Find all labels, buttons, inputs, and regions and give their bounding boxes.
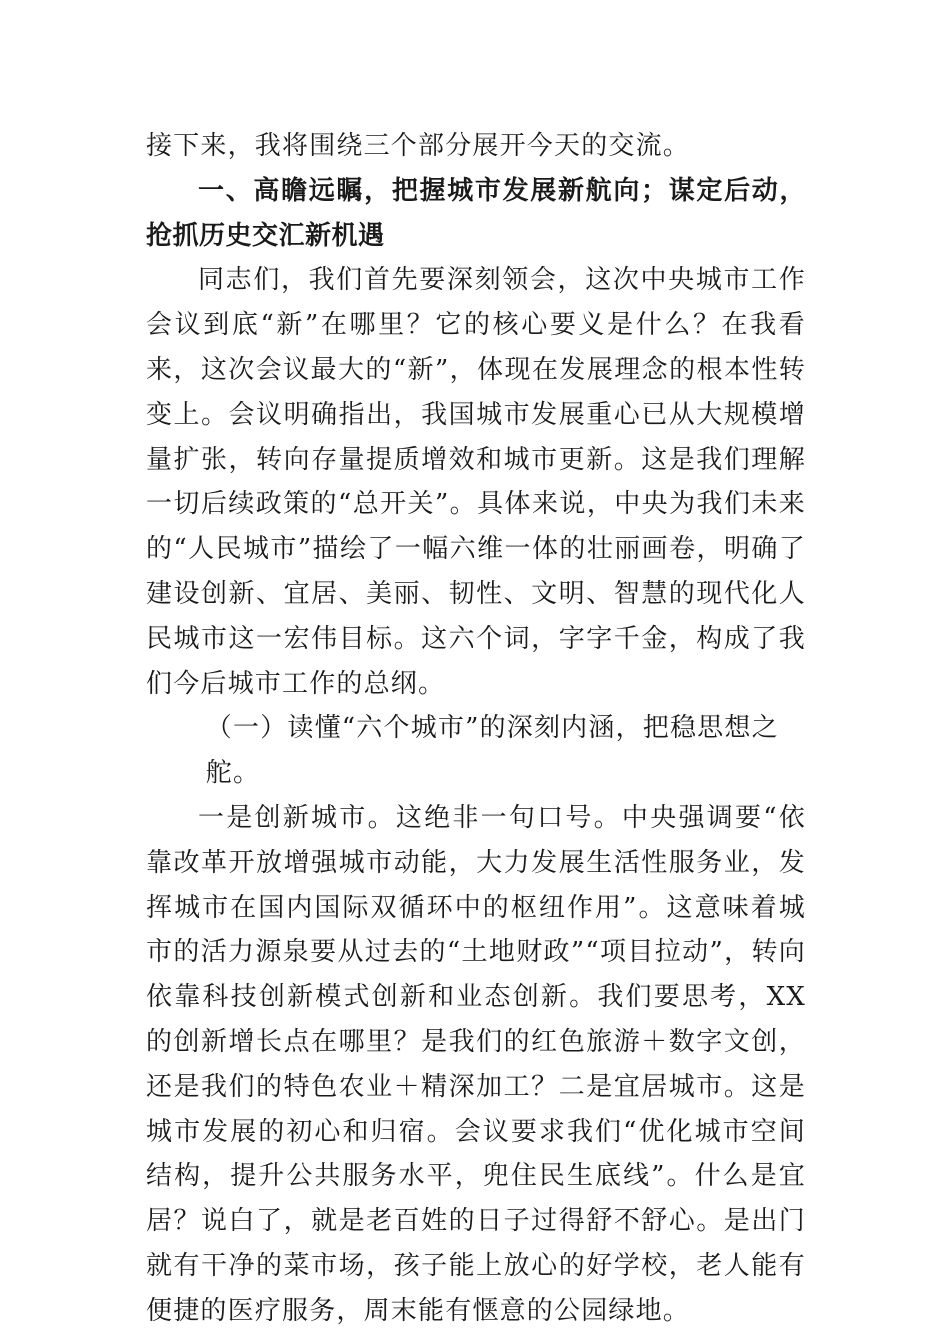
intro-paragraph: 接下来，我将围绕三个部分展开今天的交流。 [146,131,691,161]
document-page [146,124,806,1334]
body-paragraph: 同志们，我们首先要深刻领会，这次中央城市工作会议到底“新”在哪里？它的核心要义是什么？在我看来，这次会议最大的“新”，体现在发展理念的根本性转变上。会议明确指出，我国城市发展重心已从大规模增量扩张，转向存量提质增效和城市更新。这是我们理解一切后续政策的“总开关”。具体来说，中央为我们未来的“人民城市”描绘了一幅六维一体的壮丽画卷，明确了建设创新、宜居、美丽、韧性、文明、智慧的现代化人民城市这一宏伟目标。这六个词，字字千金，构成了我们今后城市工作的总纲。 [146,265,806,699]
sub-heading: （一）读懂“六个城市”的深刻内涵，把稳思想之舵。 [205,713,779,789]
body-paragraph: 一是创新城市。这绝非一句口号。中央强调要“依靠改革开放增强城市动能，大力发展生活性服务业，发挥城市在国内国际双循环中的枢纽作用”。这意味着城市的活力源泉要从过去的“土地财政”“项目拉动”，转向依靠科技创新模式创新和业态创新。我们要思考，XX的创新增长点在哪里？是我们的红色旅游＋数字文创，还是我们的特色农业＋精深加工？二是宜居城市。这是城市发展的初心和归宿。会议要求我们“优化城市空间结构，提升公共服务水平，兜住民生底线”。什么是宜居？说白了，就是老百姓的日子过得舒不舒心。是出门就有干净的菜市场，孩子能上放心的好学校，老人能有便捷的医疗服务，周末能有惬意的公园绿地。 [146,802,806,1326]
section-heading: 一、高瞻远瞩，把握城市发展新航向；谋定后动，抢抓历史交汇新机遇 [146,175,806,251]
